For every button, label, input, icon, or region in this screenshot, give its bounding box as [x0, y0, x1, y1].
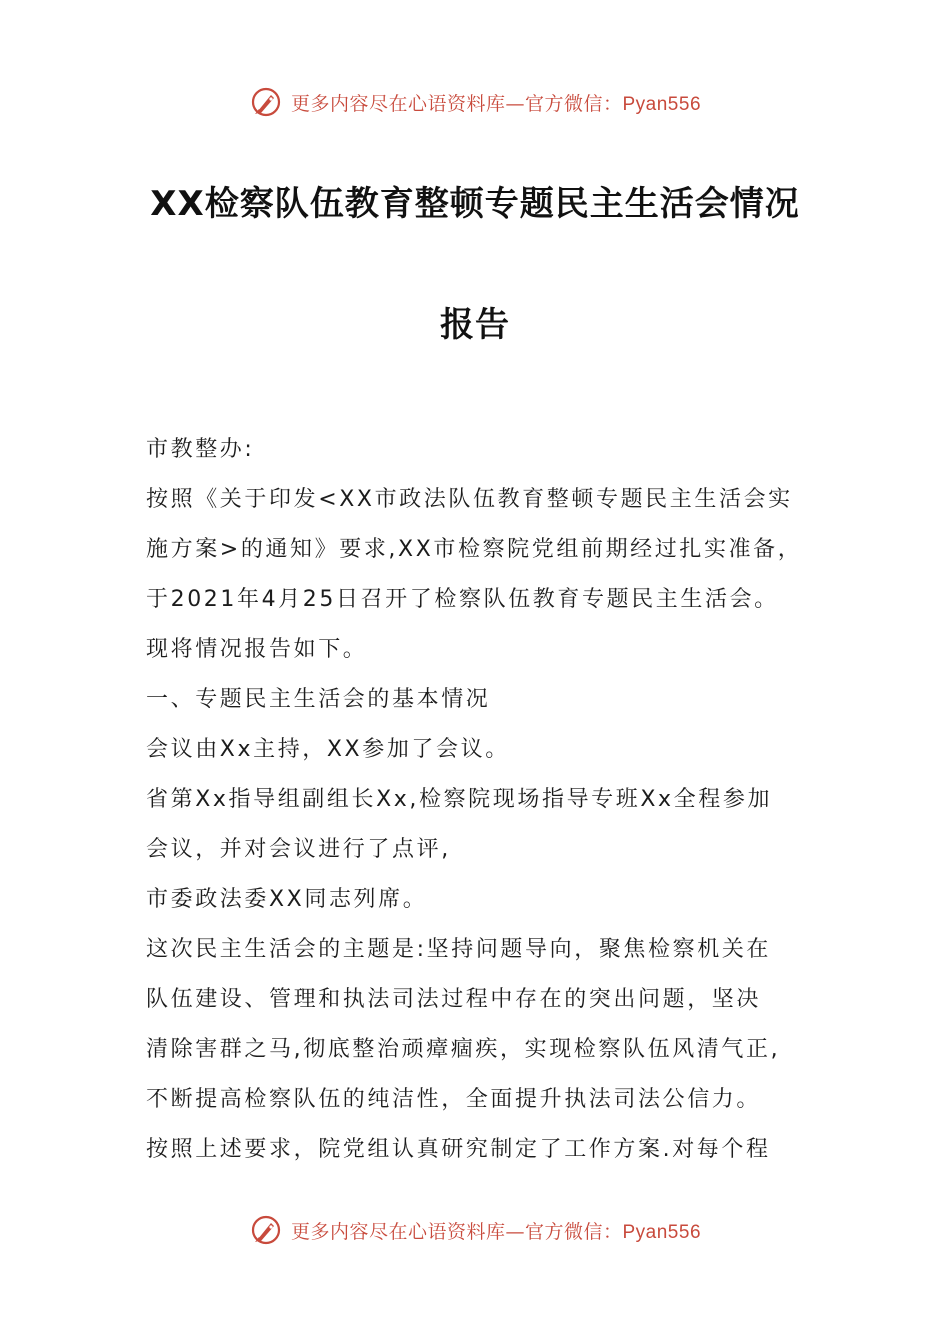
body-line: 清除害群之马,彻底整治顽瘴痼疾，实现检察队伍风清气正,: [146, 1037, 781, 1062]
body-line: 于2021年4月25日召开了检察队伍教育专题民主生活会。: [146, 587, 779, 612]
document-body: [146, 425, 826, 1175]
body-line: 省第Xx指导组副组长Xx,检察院现场指导专班Xx全程参加: [146, 787, 773, 812]
document-title-line1: XX检察队伍教育整顿专题民主生活会情况: [150, 184, 800, 224]
pen-nib-logo-icon: [249, 85, 283, 119]
body-line: 不断提高检察队伍的纯洁性，全面提升执法司法公信力。: [146, 1087, 762, 1112]
body-line: 这次民主生活会的主题是:坚持问题导向，聚焦检察机关在: [146, 937, 772, 962]
body-line: 队伍建设、管理和执法司法过程中存在的突出问题，坚决: [146, 987, 762, 1012]
section-heading: 一、专题民主生活会的基本情况: [146, 687, 491, 712]
footer-watermark: [0, 1210, 950, 1250]
body-line: 按照《关于印发<XX市政法队伍教育整顿专题民主生活会实: [146, 487, 793, 512]
pen-nib-logo-icon: [249, 1213, 283, 1247]
body-line: 市委政法委XX同志列席。: [146, 887, 428, 912]
watermark-text: 更多内容尽在心语资料库—官方微信：Pyan556: [290, 92, 702, 115]
watermark-text: 更多内容尽在心语资料库—官方微信：Pyan556: [290, 1220, 702, 1243]
body-line: 会议由Xx主持，XX参加了会议。: [146, 737, 510, 762]
header-watermark: [0, 82, 950, 122]
body-line: 市教整办:: [146, 437, 255, 462]
document-title-line2: 报告: [440, 305, 510, 345]
body-line: 施方案>的通知》要求,XX市检察院党组前期经过扎实准备，: [146, 537, 803, 562]
body-line: 按照上述要求，院党组认真研究制定了工作方案.对每个程: [146, 1137, 771, 1162]
body-line: 会议，并对会议进行了点评,: [146, 837, 451, 862]
body-line: 现将情况报告如下。: [146, 637, 368, 662]
